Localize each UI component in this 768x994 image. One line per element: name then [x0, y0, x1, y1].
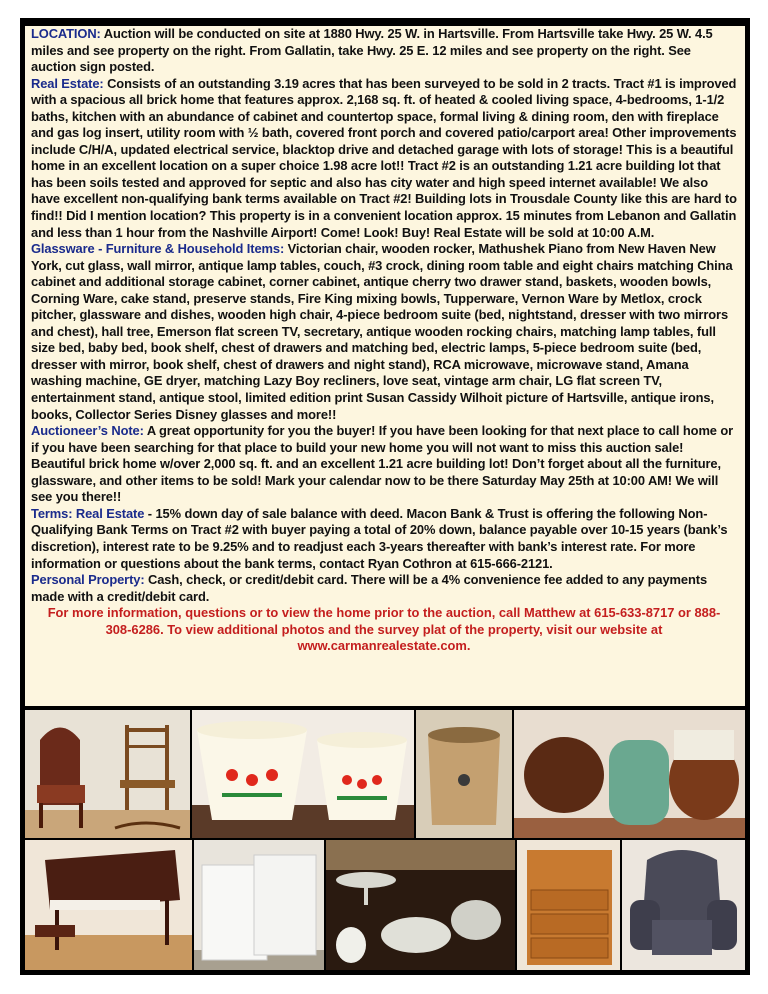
auctioneer-note-paragraph	[31, 423, 737, 506]
real-estate-heading: Real Estate:	[31, 75, 104, 91]
photo-piano	[25, 840, 192, 970]
auctioneer-note-heading: Auctioneer’s Note:	[31, 423, 144, 439]
photo-victorian-chair-and-rocker	[25, 710, 190, 838]
photo-washer-dryer	[194, 840, 324, 970]
auction-text-panel	[25, 26, 745, 706]
terms-heading: Terms: Real Estate	[31, 505, 145, 521]
personal-property-paragraph	[31, 572, 737, 605]
personal-property-body: Cash, check, or credit/debit card. There will be a 4% convenience fee added to any payments made with a credit/debit card.	[31, 572, 708, 604]
real-estate-body: Consists of an outstanding 3.19 acres that has been surveyed to be sold in 2 tracts. Tract #1 is improved with a spacious all brick home that features approx. 2,168 sq. ft. of heated & cooled living space, 4-bedrooms, 1-1/2 baths, kitchen with an abundance of cabinet and countertop space, formal living & dining room, den with fireplace and gas log insert, utility room with ½ bath, covered front porch and covered patio/carport area! Other improvements include C/H/A, updated electrical service, blacktop drive and detached garage with lots of storage! This is a beautiful home in an excellent location on a super choice 1.98 acre lot!! Tract #2 is an outstanding 1.21 acre building lot that has been soils tested and approved for septic and also has city water and high speed internet available! We also have excellent non-qualifying bank terms available on Tract #2! Building lots in Trousdale County like this are hard to find!! Did I mention location? This property is in a convenient location approx. 15 minutes from Lebanon and Gallatin and less than 1 hour from the Nashville Airport! Come! Look! Buy! Real Estate will be sold at 10:00 A.M.	[31, 75, 737, 240]
auction-details	[31, 26, 737, 605]
items-heading: Glassware - Furniture & Household Items:	[31, 241, 285, 257]
photo-glassware	[326, 840, 515, 970]
personal-property-heading: Personal Property:	[31, 572, 145, 588]
auctioneer-note-body: A great opportunity for you the buyer! If you have been looking for that next place to call home or if you have been searching for that place to build your new home you will not want to miss this auction sale! Beautiful brick home w/over 2,000 sq. ft. and an excellent 1.21 acre building lot! Don’t forget about all the furniture, glassware, and other items to be sold! Mark your calendar now to be there Saturday May 25th at 10:00 AM! We will see you there!!	[31, 423, 734, 505]
photo-recliner	[622, 840, 745, 970]
location-heading: LOCATION:	[31, 26, 101, 41]
photo-pitchers	[514, 710, 745, 838]
photo-grid	[25, 710, 745, 970]
photo-chest-of-drawers	[517, 840, 620, 970]
items-body: Victorian chair, wooden rocker, Mathushek Piano from New Haven New York, cut glass, wall mirror, antique lamp tables, couch, #3 crock, dining room table and eight chairs matching China cabinet and additional storage cabinet, corner cabinet, antique cherry two drawer stand, baskets, wooden bowls, Corning Ware, cake stand, preserve stands, Fire King mixing bowls, Tupperware, Vernon Ware by Metlox, crock pitcher, glassware and dishes, wooden high chair, 4-piece bedroom suite (bed, nightstand, dresser with two mirrors and chest), hall tree, Emerson flat screen TV, secretary, antique wooden rocking chairs, matching lamp tables, full size bed, baby bed, book shelf, chest of drawers and matching bed, electric lamps, 5-piece bedroom suite (bed, dresser with mirror, book shelf, chest of drawers and night stand), RCA microwave, microwave stand, Amana washing machine, GE dryer, matching Lazy Boy recliners, love seat, vintage arm chair, LG flat screen TV, entertainment stand, antique stool, limited edition print Susan Cassidy Wilhoit picture of Hartsville, antique irons, books, Collector Series Disney glasses and more!!	[31, 241, 733, 422]
terms-body: - 15% down day of sale balance with deed. Macon Bank & Trust is offering the following Non-Qualifying Bank Terms on Tract #2 with buyer paying a total of 20% down, balance payable over 10-15 years (bank’s discretion), interest rate to be 9.25% and to readjust each 3-years thereafter with bank’s interest rate. For more information or questions about the bank terms, contact Ryan Cothron at 615-666-2121.	[31, 505, 728, 571]
location-paragraph	[31, 26, 737, 76]
photo-fire-king-bowls	[192, 710, 414, 838]
location-body: Auction will be conducted on site at 1880 Hwy. 25 W. in Hartsville. From Hartsville take Hwy. 25 W. 4.5 miles and see property on the right. From Gallatin, take Hwy. 25 E. 12 miles and see property on the right. See auction sign posted.	[31, 26, 713, 75]
contact-call-to-action: For more information, questions or to view the home prior to the auction, call Matthew at 615-633-8717 or 888-308-6286. To view additional photos and the survey plat of the property, visit our website at www.carmanrealestate.com.	[47, 605, 721, 654]
photo-crock	[416, 710, 512, 838]
items-paragraph	[31, 241, 737, 423]
terms-paragraph	[31, 506, 737, 572]
real-estate-paragraph	[31, 76, 737, 241]
